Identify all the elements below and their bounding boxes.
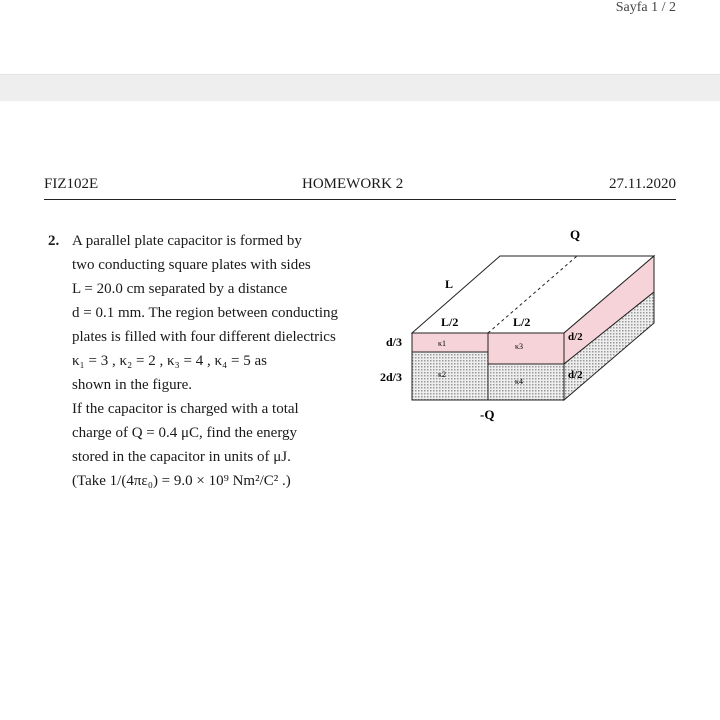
problem-line: plates is filled with four different dielectrics bbox=[72, 329, 336, 345]
k1-region bbox=[412, 333, 488, 352]
assignment-title: HOMEWORK 2 bbox=[302, 176, 404, 192]
document-header bbox=[44, 176, 676, 196]
label-negQ: -Q bbox=[480, 407, 495, 422]
label-L2-left: L/2 bbox=[441, 315, 459, 329]
problem-line: stored in the capacitor in units of μJ. bbox=[72, 449, 291, 465]
kappa1-label: κ1 bbox=[438, 339, 447, 348]
k2-region bbox=[412, 352, 488, 400]
page-indicator: Sayfa 1 / 2 bbox=[615, 0, 676, 15]
problem-line: L = 20.0 cm separated by a distance bbox=[72, 281, 288, 297]
problem-line: shown in the figure. bbox=[72, 377, 192, 393]
capacitor-figure bbox=[370, 222, 670, 432]
label-Q: Q bbox=[570, 227, 581, 242]
header-rule bbox=[44, 199, 676, 200]
kappa2-label: κ2 bbox=[438, 370, 447, 379]
label-d2-bottom: d/2 bbox=[568, 369, 583, 381]
problem-line: d = 0.1 mm. The region between conducting bbox=[72, 305, 339, 321]
problem-line: charge of Q = 0.4 μC, find the energy bbox=[72, 425, 298, 441]
capacitor-diagram bbox=[370, 222, 670, 432]
label-2d3: 2d/3 bbox=[380, 370, 403, 384]
problem-line: If the capacitor is charged with a total bbox=[72, 401, 299, 417]
problem-line: A parallel plate capacitor is formed by bbox=[72, 233, 302, 249]
label-L: L bbox=[445, 277, 454, 291]
label-d3: d/3 bbox=[386, 335, 403, 349]
viewer-toolbar-strip bbox=[0, 74, 720, 101]
course-code: FIZ102E bbox=[44, 176, 99, 192]
k4-region bbox=[488, 364, 564, 400]
k3-region bbox=[488, 333, 564, 364]
problem-line: two conducting square plates with sides bbox=[72, 257, 311, 273]
label-L2-right: L/2 bbox=[513, 315, 531, 329]
kappa4-label: κ4 bbox=[515, 377, 524, 386]
problem-line: (Take 1/(4πε₀) = 9.0 × 10⁹ Nm²/C² .) bbox=[72, 473, 291, 489]
problem-line: κ₁ = 3 , κ₂ = 2 , κ₃ = 4 , κ₄ = 5 as bbox=[72, 353, 267, 369]
problem-number: 2. bbox=[48, 233, 60, 249]
assignment-date: 27.11.2020 bbox=[609, 176, 676, 192]
kappa3-label: κ3 bbox=[515, 342, 524, 351]
label-d2-top: d/2 bbox=[568, 331, 583, 343]
